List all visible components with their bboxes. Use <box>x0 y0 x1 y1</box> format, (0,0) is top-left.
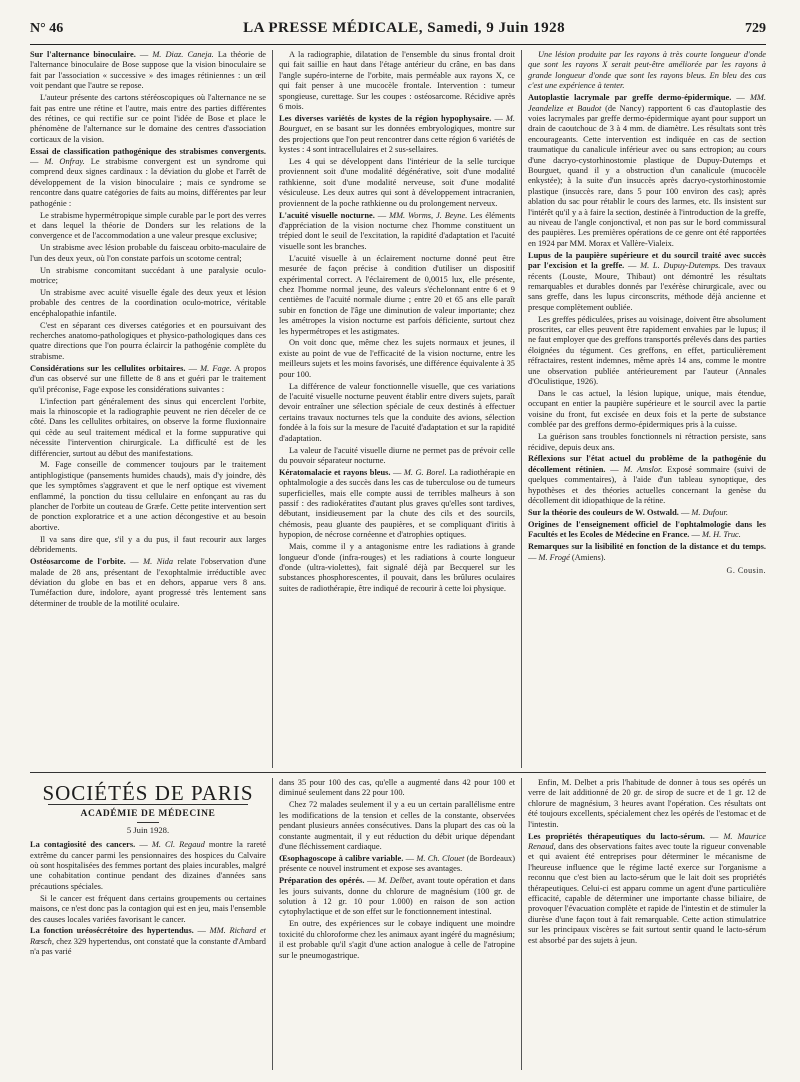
article-author: M. H. Truc. <box>701 530 741 540</box>
lower-column-2: dans 35 pour 100 des cas, qu'elle a augmenté dans 42 pour 100 et diminué seulement dans 22 pour 100. Chez 72 malades seulement il y a eu un certain parallélisme entre les modifications de la tension et celles de la constante, observées pendant plusieurs années consécutives. Dans la plupart des cas où la constante augmentait, il y eut réduction du débit urique dépendant d'une fléchissement cardiaque. Œsophagoscope à calibre variable. — M. Ch. Clouet (de Bordeaux) présente ce nouvel instrument et expose ses avantages. Préparation des opérés. — M. Delbet, avant toute opération et dans les jours suivants, donne du chlorure de magnésium (100 gr. de solution à 12 gr. 10 pour 1.000) en raison de son action cytophylactique et de son effet sur le fonctionnement intestinal. En outre, des expériences sur le cobaye indiquent une moindre toxicité du chloroforme chez les animaux ayant ingéré du magnésium; il est probable qu'il s'agit d'une action analogue à celle de l'atropine sur le pneumogastrique. <box>279 778 515 960</box>
header-rule <box>30 44 766 45</box>
article-author: M. Fage. <box>200 363 232 373</box>
paragraph: La différence de valeur fonctionnelle visuelle, que ces variations de l'acuité visuelle nocturne peuvent établir entre divers sujets, paraît devoir entraîner une sélection spéciale de ceux destinés à effectuer certains travaux nocturnes tels que la conduite des avions, sélection fondée à la fois sur la mesure de l'acuité d'adaptation et sur la rapidité d'adaptation. <box>279 381 515 443</box>
paragraph: Il va sans dire que, s'il y a du pus, il faut recourir aux larges débridements. <box>30 534 266 555</box>
paragraph: La théorie de l'alternance binoculaire de Bose suppose que la vision binoculaire se fait par l'association « successive » des images rétiniennes : un œil voit pendant que l'autre se repose. <box>30 50 266 91</box>
paragraph: (Amiens). <box>571 552 606 562</box>
paragraph: A propos d'un cas observé sur une fillette de 8 ans et guéri par le traitement qu'il préconise, Fage expose les considérations suivantes : <box>30 363 266 394</box>
article-author: M. Dufour. <box>691 507 728 517</box>
section-rule <box>30 772 766 773</box>
section-banner: SOCIÉTÉS DE PARIS <box>42 781 254 805</box>
lower-column-1: SOCIÉTÉS DE PARIS ACADÉMIE DE MÉDECINE 5 Juin 1928. La contagiosité des cancers. — M. Cl. Regaud montre la rareté extrême du cancer parmi les pensionnaires des hospices du Calvaire où sont hospitalisées des femmes portant des plaies incurables, malgré une cohabitation continue pendant des dizaines d'années sans précautions spéciales. Si le cancer est fréquent dans certains groupements ou certaines maisons, ce n'est donc pas la contagion qui est en jeu, mais l'ensemble des causes locales variées favorisant le cancer. La fonction uréosécrétoire des hypertendus. — MM. Richard et Rœsch, chez 329 hypertendus, ont constaté que la constante d'Ambard n'a pas varié <box>30 781 266 957</box>
paragraph: C'est en séparant ces diverses catégories et en poursuivant des recherches anatomo-pathologiques et physico-pathologiques dans ces quatre directions que l'on pourra éclaircir la pathogénie complète du strabisme. <box>30 320 266 361</box>
paragraph: L'infection part généralement des sinus qui encerclent l'orbite, mais la rhinoscopie et la radiographie peuvent ne rien déceler de ce côté. Dans les cellulites orbitaires, on observe la forme fluxionnaire qui cède au seul traitement médical et la forme suppurative qui nécessite l'intervention chirurgicale. La difficulté est de les différencier, surtout au début des manifestations. <box>30 396 266 458</box>
article-author: M. G. Borel. <box>403 467 447 477</box>
article-title: Ostéosarcome de l'orbite. <box>30 557 126 567</box>
paragraph: relate l'observation d'une malade de 28 ans, présentant de l'exophtalmie irréductible avec déviation du globe en bas et en dehors, apparue vers 8 ans. Tuméfaction dure, indolore, ayant progressé très lentement sans déterminer de trouble de la motilité oculaire. <box>30 557 266 608</box>
signature: G. Cousin. <box>726 566 766 575</box>
article-title: Préparation des opérés. <box>279 876 365 886</box>
article-author: M. Cl. Regaud <box>151 840 205 850</box>
article-author: M. Diaz. Caneja. <box>152 50 214 59</box>
article-author: M. Bourguet, <box>279 113 515 134</box>
paragraph: Le strabisme hypermétropique simple curable par le port des verres et dans lequel la théorie de Donders sur les relations de la convergence et de l'accommodation a une valeur presque exclusive; <box>30 210 266 241</box>
article-title: La contagiosité des cancers. <box>30 840 136 850</box>
paragraph: (de Bordeaux) présente ce nouvel instrument et expose ses avantages. <box>279 853 515 874</box>
lower-column-3: Enfin, M. Delbet a pris l'habitude de donner à tous ses opérés un verre de lait additionné de 20 gr. de sirop de sucre et de 1 gr. 12 de chlorure de magnésium, 3 heures avant l'opération. Ces résultats ont été toujours excellents, spécialement chez les opérés de l'estomac et de l'intestin. Les propriétés thérapeutiques du lacto-sérum. — M. Maurice Renaud, dans des observations faites avec toute la rigueur convenable et qui avaient été entreprises pour déterminer le mécanisme de l'heureuse influence que le régime lacté exerce sur l'organisme a reconnu que c'est bien au lacto-sérum que le lait doit ses propriétés thérapeutiques. Celui-ci est apparu comme un agent d'une particulière efficacité, capable de déterminer une importante chasse biliaire, de provoquer l'évacuation complète et rapide de l'intestin et de stimuler la diurèse d'une façon tout à fait remarquable. Cette action stimulatrice sur les principaux viscères se fait surtout sentir quand le lacto-sérum est absorbé par des sujets à jeun. <box>528 778 766 945</box>
paragraph: avant toute opération et dans les jours suivants, donne du chlorure de magnésium (100 gr. de solution à 12 gr. 10 pour 1.000) en raison de son action cytophylactique et de son effet sur le fonctionnement intestinal. <box>279 876 515 917</box>
article-title: Lupus de la paupière supérieure et du sourcil traité avec succès par l'excision et la greffe. <box>528 250 766 271</box>
paragraph: Un strabisme avec lésion probable du faisceau orbito-maculaire de l'un des deux yeux, où l'on constate parfois un scotome central; <box>30 243 266 263</box>
paragraph: Le strabisme convergent est un syndrome qui comprend deux signes cardinaux : la déviation du globe et l'arrêt de développement de la vision binoculaire ; mais ce syndrome se rencontre dans quatre catégories de faits au moins, différentes par leur pathogénie : <box>30 157 266 208</box>
paragraph: On voit donc que, même chez les sujets normaux et jeunes, il existe au point de vue de l'efficacité de la vision nocturne, entre les meilleurs sujets et les moins favorisés, une différence équivalente à 35 pour 100. <box>279 338 515 379</box>
paragraph: Un strabisme avec acuité visuelle égale des deux yeux et lésion probable des centres de la coordination oculo-motrice, véritable encéphalopathie infantile. <box>30 287 266 318</box>
article-title: Autoplastie lacrymale par greffe dermo-épidermique. <box>528 93 732 103</box>
article-title: Sur l'alternance binoculaire. <box>30 50 136 59</box>
article-author: M. Frogé <box>538 552 570 562</box>
article-author: MM. Jeandelize et Baudot <box>528 93 766 113</box>
paragraph: Chez 72 malades seulement il y a eu un certain parallélisme entre les modifications de la tension et celles de la constante, observées pendant plusieurs années consécutives. Dans la plupart des cas où la constante augmentait, il y eut réduction du débit urique dépendant d'une fléchissement cardiaque. <box>279 800 515 851</box>
article-author: M. Onfray. <box>44 157 85 167</box>
article-title: Les propriétés thérapeutiques du lacto-sérum. <box>528 831 705 841</box>
article-title: Kératomalacie et rayons bleus. <box>279 467 391 477</box>
article-author: MM. Worms, J. Beyne. <box>389 210 468 220</box>
article-title: Origines de l'enseignement officiel de l'ophtalmologie dans les Facultés et les Ecoles de Médecine en France. <box>528 519 766 540</box>
paragraph: Si le cancer est fréquent dans certains groupements ou certaines maisons, ce n'est donc pas la contagion qui est en jeu, mais l'ensemble des causes locales variées favorisant le cancer. <box>30 893 266 924</box>
journal-title: LA PRESSE MÉDICALE, Samedi, 9 Juin 1928 <box>243 20 566 36</box>
paragraph: Des travaux récents (Louste, Moure, Thibaut) ont démontré les résultats remarquables et durables donnés par l'exérèse chirurgicale, avec ou sans greffe, dans les lupus circonscrits, méthode déjà ancienne et presque complètement oubliée. <box>528 261 766 312</box>
paragraph: chez 329 hypertendus, ont constaté que la constante d'Ambard n'a pas varié <box>30 936 266 957</box>
paragraph: (de Nancy) rapportent 6 cas d'autoplastie des voies lacrymales par greffe dermo-épidermique ayant pour support un drain de caoutchouc de 3 à 4 mm. de diamètre. Les résultats sont très encourageants. Cette intervention est indiquée en cas de section traumatique du canalicule inférieur avec ou sans ectropion; au cours d'une dacryo-cystorhinostomie plastique de Dupuy-Dutemps et Bourguet, quand il y a obstruction d'un canalicule (mucocèle enkystée); à la suite d'un insuccès après dacryo-cystorhinostomie plastique (insuccès rare, dans 5 pour 100 environ des cas); après ablation du sac pour rétablir le cours des larmes, etc. Ils insistent sur l'intérêt qu'il y a à faire la section, destinée à l'introduction de la greffe, au niveau de l'angle conjonctival, et non pas sur le bord commissural des paupières. Les premières opérations de ce genre ont été rapportées en 1924 par MM. Morax et Vallère-Vialeix. <box>528 103 766 248</box>
session-date: 5 Juin 1928. <box>126 824 170 835</box>
paragraph: A la radiographie, dilatation de l'ensemble du sinus frontal droit qui fait saillie en haut dans l'étage antérieur du crâne, en bas dans l'angle supéro-interne de l'orbite, mais perméable aux rayons X, ce qui fait penser à une mucocèle frontale. Intervention : tumeur spongieuse, curettage. Sur les coupes : ostéosarcome. Récidive après 6 mois. <box>279 50 515 112</box>
article-author: M. L. Dupuy-Dutemps. <box>640 261 721 271</box>
article-title: Essai de classification pathogénique des strabismes convergents. <box>30 146 266 156</box>
paragraph: Exposé sommaire (suivi de quelques commentaires), à l'aide d'un tableau synoptique, des hypothèses et des théories actuelles concernant la genèse du décollement dit idiopathique de la rétine. <box>528 464 766 506</box>
small-rule <box>137 822 159 823</box>
section-heading: ACADÉMIE DE MÉDECINE <box>80 809 216 820</box>
article-author: M. Amslor. <box>623 464 663 474</box>
article-title: Considérations sur les cellulites orbitaires. <box>30 363 186 373</box>
column-1: Sur l'alternance binoculaire. — M. Diaz. Caneja. La théorie de l'alternance binoculaire de Bose suppose que la vision binoculaire se fait par l'association « successive » des images rétiniennes : un œil voit pendant que l'autre se repose. L'auteur présente des cartons stéréoscopiques où l'alternance ne se fait pas entre une rétine et l'autre, mais entre des parties différentes des rétines, ce qui rectifie sur ce point l'idée de Bose et place le phénomène de l'alternance sur le domaine des centres d'association corticaux de la vision. Essai de classification pathogénique des strabismes convergents. — M. Onfray. Le strabisme convergent est un syndrome qui comprend deux signes cardinaux : la déviation du globe et l'arrêt de développement de la vision binoculaire ; mais ce syndrome se rencontre dans quatre catégories de faits au moins, différentes par leur pathogénie : Le strabisme hypermétropique simple curable par le port des verres et dans lequel la théorie de Donders sur les relations de la convergence et de l'accommodation a une valeur presque exclusive; Un strabisme avec lésion probable du faisceau orbito-maculaire de l'un des deux yeux, où l'on constate parfois un scotome central; Un strabisme concomitant succédant à une paralysie oculo-motrice; Un strabisme avec acuité visuelle égale des deux yeux et lésion probable des centres de la coordination oculo-motrice, véritable encéphalopathie infantile. C'est en séparant ces diverses catégories et en poursuivant des recherches anatomo-pathologiques et physico-pathologiques dans ces quatre directions que l'on pourra éclaircir la pathogénie complète du strabisme. Considérations sur les cellulites orbitaires. — M. Fage. A propos d'un cas observé sur une fillette de 8 ans et guéri par le traitement qu'il préconise, Fage expose les considérations suivantes : L'infection part généralement des sinus qui encerclent l'orbite, mais la rhinoscopie et la radiographie peuvent ne rien déceler de ce côté. Dans les cellulites orbitaires, on observe la forme fluxionnaire qui cède au seul traitement médical et la forme suppurative qui nécessite l'intervention chirurgicale. La difficulté est de les différencier, surtout au début des manifestations. M. Fage conseille de commencer toujours par le traitement antiphlogistique (pansements humides chauds), mais d'y joindre, dès que les symptômes s'aggravent et que le nerf optique est vivement enflammé, la ponction du tissu cellulaire en enfonçant au ras du plancher de l'orbite un couteau de Græfe. Cette petite intervention sert de ponction exploratrice et a une action décongestive et au besoin abortive. Il va sans dire que, s'il y a du pus, il faut recourir aux larges débridements. Ostéosarcome de l'orbite. — M. Nida relate l'observation d'une malade de 28 ans, présentant de l'exophtalmie irréductible avec déviation du globe en bas et en dehors, apparue vers 8 ans. Tuméfaction dure, indolore, ayant progressé très lentement sans déterminer de trouble de la motilité oculaire. <box>30 50 266 608</box>
article-author: M. Maurice Renaud, <box>528 831 766 851</box>
article-author: M. Nida <box>143 557 174 567</box>
paragraph: La radiothérapie en ophtalmologie a des succès dans les cas de tuberculose ou de tumeurs superficielles, mais elle compte aussi de terribles malheurs à son passif : des radiokératites d'autant plus graves qu'elles sont tardives, débutant, insidieusement par la chute des cils et des sourcils, chémosis, peau gluante des paupières, et se compliquant d'iritis à hypopion, de nécrose cornéenne et d'atrophies optiques. <box>279 467 515 540</box>
paragraph: dans 35 pour 100 des cas, qu'elle a augmenté dans 42 pour 100 et diminué seulement dans 22 pour 100. <box>279 778 515 798</box>
column-divider <box>272 50 273 768</box>
paragraph: Les 4 qui se développent dans l'intérieur de la selle turcique proviennent soit d'une modalité dégénérative, soit d'une modalité rathkienne, soit d'une modalité nerveuse, soit d'une modalité vésiculeuse. Les deux autres qui sont à développement intracranien, proviennent de la poche rathkienne ou du prolongement nerveux. <box>279 157 515 208</box>
paragraph: La valeur de l'acuité visuelle diurne ne permet pas de prévoir celle du pouvoir séparateur nocturne. <box>279 445 515 465</box>
paragraph: Une lésion produite par les rayons à très courte longueur d'onde que sont les rayons X serait peut-être améliorée par les rayons à grande longueur d'onde que sont les rayons bleus. En bleu des cas c'est une expérience à tenter. <box>528 50 766 91</box>
page-number: 729 <box>744 21 766 36</box>
issue-number: N° 46 <box>30 21 64 36</box>
paragraph: Dans le cas actuel, la lésion lupique, unique, mais étendue, occupant en entier la paupière supérieure et le sourcil avec la partie voisine du front, fut excisée en deux fois et la perte de substance comblée par des greffons dermo-épidermiques pris à la cuisse. <box>528 389 766 430</box>
article-title: Réflexions sur l'état actuel du problème de la pathogénie du décollement rétinien. <box>528 454 766 474</box>
paragraph: dans des observations faites avec toute la rigueur convenable et qui avaient été entreprises pour déterminer le mécanisme de l'heureuse influence que le régime lacté exerce sur l'organisme a reconnu que c'est bien au lacto-sérum que le lait doit ses propriétés thérapeutiques. Celui-ci est apparu comme un agent d'une particulière efficacité, capable de déterminer une importante chasse biliaire, de provoquer l'évacuation complète et rapide de l'intestin et de stimuler la diurèse d'une façon tout à fait remarquable. Cette action stimulatrice sur les principaux viscères se fait surtout sentir quand le lacto-sérum est absorbé par des sujets à jeun. <box>528 841 766 945</box>
running-header <box>30 20 766 42</box>
paragraph: Un strabisme concomitant succédant à une paralysie oculo-motrice; <box>30 265 266 286</box>
paragraph: L'auteur présente des cartons stéréoscopiques où l'alternance ne se fait pas entre une rétine et l'autre, mais entre des parties différentes des rétines, ce qui rectifie sur ce point l'idée de Bose et place le phénomène de l'alternance sur le domaine des centres d'association corticaux de la vision. <box>30 93 266 144</box>
column-divider <box>521 778 522 1070</box>
paragraph: M. Fage conseille de commencer toujours par le traitement antiphlogistique (pansements humides chauds), mais d'y joindre, dès que les symptômes s'aggravent et que le nerf optique est vivement enflammé, la ponction du tissu cellulaire en enfonçant au ras du plancher de l'orbite un couteau de Græfe. Cette petite intervention sert de ponction exploratrice et a une action décongestive et au besoin abortive. <box>30 460 266 532</box>
article-title: Les diverses variétés de kystes de la région hypophysaire. <box>279 113 492 123</box>
article-title: Œsophagoscope à calibre variable. <box>279 853 404 863</box>
article-author: M. Ch. Clouet <box>416 853 465 863</box>
article-title: L'acuité visuelle nocturne. <box>279 210 375 220</box>
article-title: La fonction uréosécrétoire des hypertendus. <box>30 926 194 936</box>
paragraph: L'acuité visuelle à un éclairement nocturne donné peut être mesurée de façon précise à condition d'utiliser un dispositif expérimental correct. A l'éclairement de 0,0015 lux, elle présente, chez l'homme normal jeune, des valeurs s'échelonnant entre 6 et 9 centièmes de l'acuité normale diurne ; entre 20 et 65 ans elle paraît subir en fonction de l'âge une diminution de valeur importante; chez les amétropes la vision nocturne est parfois déficiente, surtout chez les hypermétropes et les astigmates. <box>279 253 515 336</box>
paragraph: Enfin, M. Delbet a pris l'habitude de donner à tous ses opérés un verre de lait additionné de 20 gr. de sirop de sucre et de 1 gr. 12 de chlorure de magnésium, 3 heures avant l'opération. Ces résultats ont été toujours excellents, spécialement chez les opérés de l'estomac et de l'intestin. <box>528 778 766 829</box>
paragraph: La guérison sans troubles fonctionnels ni rétraction persiste, sans récidive, depuis deux ans. <box>528 432 766 452</box>
article-title: Remarques sur la lisibilité en fonction de la distance et du temps. <box>528 542 766 552</box>
article-author: M. Delbet, <box>378 876 415 886</box>
paragraph: Mais, comme il y a antagonisme entre les radiations à grande longueur d'onde (infra-rouges) et les radiations à courte longueur d'onde (ultra-violettes), fait signalé déjà par Becquerel sur les substances phosphorescentes, il pouvait, dans les brûlures oculaires suites de radiothérapie, être indiqué de recourir à cette loi physique. <box>279 542 515 593</box>
column-divider <box>521 50 522 768</box>
paragraph: Les éléments d'appréciation de la vision nocturne chez l'homme constituent un trépied dont le seuil de l'excitation, la rapidité d'adaptation et l'acuité visuelle sont les branches. <box>279 210 515 251</box>
column-divider <box>272 778 273 1070</box>
column-3: Une lésion produite par les rayons à très courte longueur d'onde que sont les rayons X serait peut-être améliorée par les rayons à grande longueur d'onde que sont les rayons bleus. En bleu des cas c'est une expérience à tenter. Autoplastie lacrymale par greffe dermo-épidermique. — MM. Jeandelize et Baudot (de Nancy) rapportent 6 cas d'autoplastie des voies lacrymales par greffe dermo-épidermique ayant pour support un drain de caoutchouc de 3 à 4 mm. de diamètre. Les résultats sont très encourageants. Cette intervention est indiquée en cas de section traumatique du canalicule inférieur avec ou sans ectropion; au cours d'une dacryo-cystorhinostomie plastique de Dupuy-Dutemps et Bourguet, quand il y a obstruction d'un canalicule (mucocèle enkystée); à la suite d'un insuccès après dacryo-cystorhinostomie plastique (insuccès rare, dans 5 pour 100 environ des cas); après ablation du sac pour rétablir le cours des larmes, etc. Ils insistent sur l'intérêt qu'il y a à faire la section, destinée à l'introduction de la greffe, au niveau de l'angle conjonctival, et non pas sur le bord commissural des paupières. Les premières opérations de ce genre ont été rapportées en 1924 par MM. Morax et Vallère-Vialeix. Lupus de la paupière supérieure et du sourcil traité avec succès par l'excision et la greffe. — M. L. Dupuy-Dutemps. Des travaux récents (Louste, Moure, Thibaut) ont démontré les résultats remarquables et durables donnés par l'exérèse chirurgicale, avec ou sans greffe, dans les lupus circonscrits, méthode déjà ancienne et presque complètement oubliée. Les greffes pédiculées, prises au voisinage, doivent être absolument proscrites, car elles peuvent être rapidement envahies par le lupus; il ne faut employer que des greffons transportés prélevés dans des parties éloignées du tégument. Ces greffons, en effet, particulièrement réfractaires, restent indemnes, même après 14 ans, comme le montre une observation publiée antérieurement par l'auteur (Annales d'Oculistique, 1926). Dans le cas actuel, la lésion lupique, unique, mais étendue, occupant en entier la paupière supérieure et le sourcil avec la partie voisine du front, fut excisée en deux fois et la perte de substance comblée par des greffons dermo-épidermiques pris à la cuisse. La guérison sans troubles fonctionnels ni rétraction persiste, sans récidive, depuis deux ans. Réflexions sur l'état actuel du problème de la pathogénie du décollement rétinien. — M. Amslor. Exposé sommaire (suivi de quelques commentaires), à l'aide d'un tableau synoptique, des hypothèses et des théories actuelles concernant la genèse du décollement dit idiopathique de la rétine. Sur la théorie des couleurs de W. Ostwald. — M. Dufour. Origines de l'enseignement officiel de l'ophtalmologie dans les Facultés et les Ecoles de Médecine en France. — M. H. Truc. Remarques sur la lisibilité en fonction de la distance et du temps. — M. Frogé (Amiens). G. Cousin. <box>528 50 766 575</box>
column-2: A la radiographie, dilatation de l'ensemble du sinus frontal droit qui fait saillie en haut dans l'étage antérieur du crâne, en bas dans l'angle supéro-interne de l'orbite, mais perméable aux rayons X, ce qui fait penser à une mucocèle frontale. Intervention : tumeur spongieuse, curettage. Sur les coupes : ostéosarcome. Récidive après 6 mois. Les diverses variétés de kystes de la région hypophysaire. — M. Bourguet, en se basant sur les données embryologiques, montre sur des projections que l'on peut rencontrer dans cette région 6 variétés de kystes : 4 sont intracellulaires et 2 sus-sellaires. Les 4 qui se développent dans l'intérieur de la selle turcique proviennent soit d'une modalité dégénérative, soit d'une modalité rathkienne, soit d'une modalité nerveuse, soit d'une modalité vésiculeuse. Les deux autres qui sont à développement intracranien, proviennent de la poche rathkienne ou du prolongement nerveux. L'acuité visuelle nocturne. — MM. Worms, J. Beyne. Les éléments d'appréciation de la vision nocturne chez l'homme constituent un trépied dont le seuil de l'excitation, la rapidité d'adaptation et l'acuité visuelle sont les branches. L'acuité visuelle à un éclairement nocturne donné peut être mesurée de façon précise à condition d'utiliser un dispositif expérimental correct. A l'éclairement de 0,0015 lux, elle présente, chez l'homme normal jeune, des valeurs s'échelonnant entre 6 et 9 centièmes de l'acuité normale diurne ; entre 20 et 65 ans elle paraît subir en fonction de l'âge une diminution de valeur importante; chez les amétropes la vision nocturne est parfois déficiente, surtout chez les hypermétropes et les astigmates. On voit donc que, même chez les sujets normaux et jeunes, il existe au point de vue de l'efficacité de la vision nocturne, entre les meilleurs sujets et les moins favorisés, une différence équivalente à 35 pour 100. La différence de valeur fonctionnelle visuelle, que ces variations de l'acuité visuelle nocturne peuvent établir entre divers sujets, paraît devoir entraîner une sélection spéciale de ceux destinés à effectuer certains travaux nocturnes tels que la conduite des avions, sélection fondée à la fois sur la mesure de l'acuité d'adaptation et sur la rapidité d'adaptation. La valeur de l'acuité visuelle diurne ne permet pas de prévoir celle du pouvoir séparateur nocturne. Kératomalacie et rayons bleus. — M. G. Borel. La radiothérapie en ophtalmologie a des succès dans les cas de tuberculose ou de tumeurs superficielles, mais elle compte aussi de terribles malheurs à son passif : des radiokératites d'autant plus graves qu'elles sont tardives, débutant, insidieusement par la chute des cils et des sourcils, chémosis, peau gluante des paupières, et se compliquant d'iritis à hypopion, de nécrose cornéenne et d'atrophies optiques. Mais, comme il y a antagonisme entre les radiations à grande longueur d'onde (infra-rouges) et les radiations à courte longueur d'onde (ultra-violettes), fait signalé déjà par Becquerel sur les substances phosphorescentes, il pouvait, dans les brûlures oculaires suites de radiothérapie, être indiqué de recourir à cette loi physique. <box>279 50 515 593</box>
article-title: Sur la théorie des couleurs de W. Ostwald. <box>528 507 679 517</box>
paragraph: En outre, des expériences sur le cobaye indiquent une moindre toxicité du chloroforme chez les animaux ayant ingéré du magnésium; il est probable qu'il s'agit d'une action analogue à celle de l'atropine sur le pneumogastrique. <box>279 919 515 960</box>
paragraph: Les greffes pédiculées, prises au voisinage, doivent être absolument proscrites, car elles peuvent être rapidement envahies par le lupus; il ne faut employer que des greffons transportés prélevés dans des parties éloignées du tégument. Ces greffons, en effet, particulièrement réfractaires, restent indemnes, même après 14 ans, comme le montre une observation publiée antérieurement par l'auteur (Annales d'Oculistique, 1926). <box>528 314 766 387</box>
paragraph: montre la rareté extrême du cancer parmi les pensionnaires des hospices du Calvaire où sont hospitalisées des femmes portant des plaies incurables, malgré une cohabitation continue pendant des dizaines d'années sans précautions spéciales. <box>30 840 266 891</box>
paragraph: en se basant sur les données embryologiques, montre sur des projections que l'on peut rencontrer dans cette région 6 variétés de kystes : 4 sont intracellulaires et 2 sus-sellaires. <box>279 124 515 155</box>
article-author: MM. Richard et Rœsch, <box>30 926 266 946</box>
